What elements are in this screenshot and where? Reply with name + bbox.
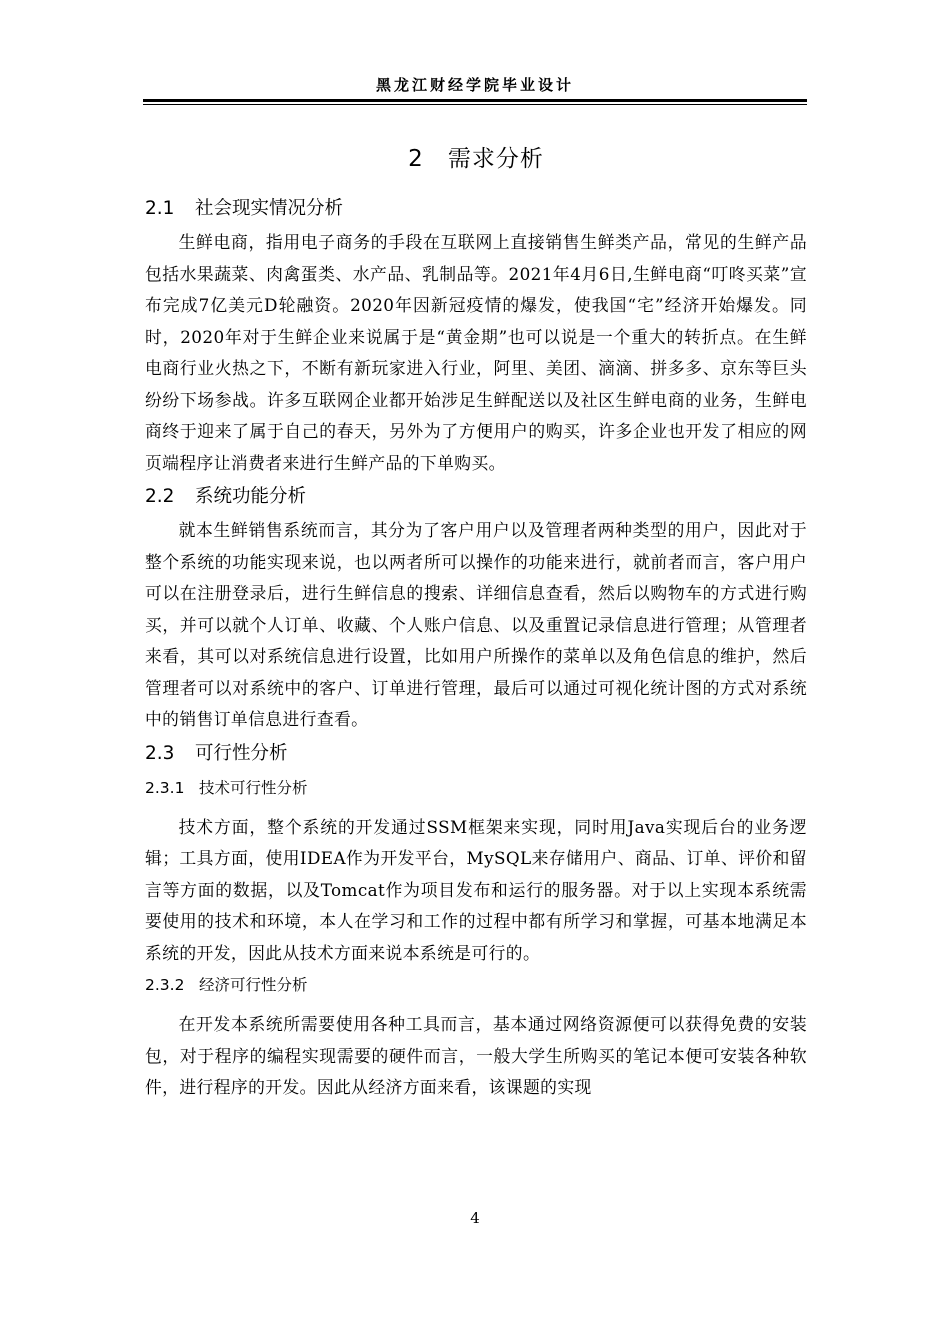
paragraph-social-analysis: 生鲜电商，指用电子商务的手段在互联网上直接销售生鲜类产品，常见的生鲜产品包括水果蔬菜、肉禽蛋类、水产品、乳制品等。2021年4月6日,生鲜电商“叮咚买菜”宣布完成7亿美元D轮融资。2020年因新冠疫情的爆发，使我国“宅”经济开始爆发。同时，2020年对于生鲜企业来说属于是“黄金期”也可以说是一个重大的转折点。在生鲜电商行业火热之下，不断有新玩家进入行业，阿里、美团、滴滴、拼多多、京东等巨头纷纷下场参战。许多互联网企业都开始涉足生鲜配送以及社区生鲜电商的业务，生鲜电商终于迎来了属于自己的春天，另外为了方便用户的购买，许多企业也开发了相应的网页端程序让消费者来进行生鲜产品的下单购买。 bbox=[145, 232, 807, 473]
paragraph-economic-feasibility: 在开发本系统所需要使用各种工具而言，基本通过网络资源便可以获得免费的安装包，对于程序的编程实现需要的硬件而言，一般大学生所购买的笔记本便可安装各种软件，进行程序的开发。因此从经济方面来看，该课题的实现 bbox=[145, 1014, 807, 1097]
running-header: 黑龙江财经学院毕业设计 bbox=[375, 76, 574, 94]
chapter-title: 需求分析 bbox=[447, 146, 544, 172]
page-content bbox=[145, 140, 807, 1104]
subsection-number: 2.3.2 bbox=[145, 976, 185, 994]
subsection-title: 经济可行性分析 bbox=[199, 976, 308, 994]
section-title: 系统功能分析 bbox=[195, 486, 307, 507]
subsection-heading-2-3-1 bbox=[145, 772, 807, 804]
section-heading-2-1 bbox=[145, 191, 807, 227]
section-title: 可行性分析 bbox=[195, 742, 288, 764]
section-number: 2.3 bbox=[145, 742, 175, 764]
subsection-heading-2-3-2 bbox=[145, 969, 807, 1001]
subsection-title: 技术可行性分析 bbox=[199, 778, 308, 797]
page-number: 4 bbox=[470, 1209, 480, 1227]
section-heading-2-3 bbox=[145, 736, 807, 772]
header-rule-thick bbox=[143, 99, 807, 102]
chapter-heading bbox=[145, 140, 807, 173]
section-number: 2.1 bbox=[145, 198, 175, 219]
section-heading-2-2 bbox=[145, 479, 807, 515]
subsection-number: 2.3.1 bbox=[145, 778, 185, 797]
section-title: 社会现实情况分析 bbox=[195, 198, 344, 219]
paragraph-function-analysis: 就本生鲜销售系统而言，其分为了客户用户以及管理者两种类型的用户，因此对于整个系统的功能实现来说，也以两者所可以操作的功能来进行，就前者而言，客户用户可以在注册登录后，进行生鲜信息的搜索、详细信息查看，然后以购物车的方式进行购买，并可以就个人订单、收藏、个人账户信息、以及重置记录信息进行管理；从管理者来看，其可以对系统信息进行设置，比如用户所操作的菜单以及角色信息的维护，然后管理者可以对系统中的客户、订单进行管理，最后可以通过可视化统计图的方式对系统中的销售订单信息进行查看。 bbox=[145, 520, 807, 729]
header-rule-thin bbox=[143, 104, 807, 105]
paragraph-tech-feasibility: 技术方面，整个系统的开发通过SSM框架来实现，同时用Java实现后台的业务逻辑；工具方面，使用IDEA作为开发平台，MySQL来存储用户、商品、订单、评价和留言等方面的数据，以及Tomcat作为项目发布和运行的服务器。对于以上实现本系统需要使用的技术和环境，本人在学习和工作的过程中都有所学习和掌握，可基本地满足本系统的开发，因此从技术方面来说本系统是可行的。 bbox=[145, 816, 807, 963]
chapter-number: 2 bbox=[408, 146, 424, 172]
section-number: 2.2 bbox=[145, 486, 175, 507]
